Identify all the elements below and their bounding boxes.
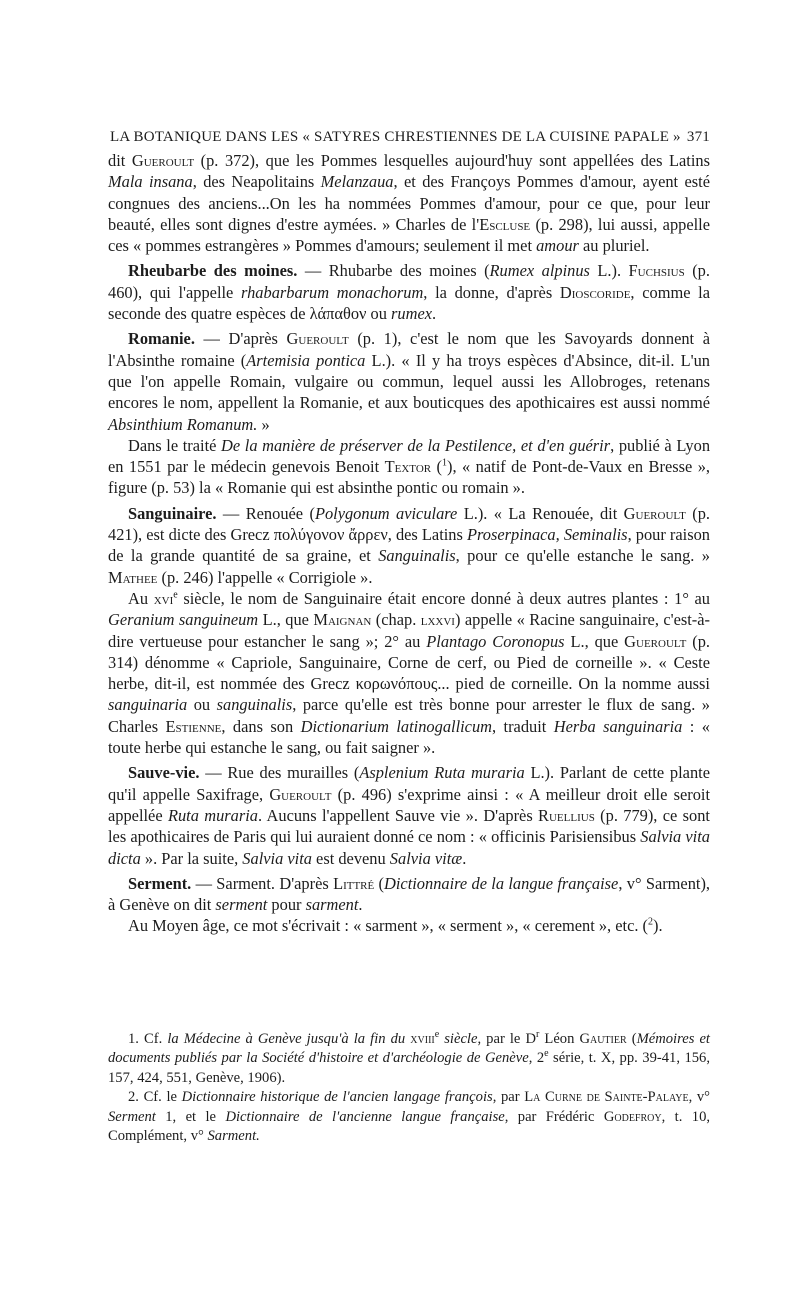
headword: Rheubarbe des moines. (128, 261, 298, 281)
entry-sanguinaire: Sanguinaire. — Renouée (Polygonum aviculare L.). « La Renouée, dit Gueroult (p. 421), est dicte des Grecz πολύγονον ἄρρεν, des Latins Proserpinaca, Seminalis, pour raison de la grande quantité de sa graine, et Sanguinalis, pour ce qu'elle estanche le sang. » Mathee (p. 246) l'appelle « Corrigiole ». (108, 503, 710, 587)
running-title: LA BOTANIQUE DANS LES « SATYRES CHRESTIENNES DE LA CUISINE PAPALE » (110, 129, 681, 145)
paragraph-traite-pestilence: Dans le traité De la manière de préserver de la Pestilence, et d'en guérir, publié à Lyon en 1551 par le médecin genevois Benoit Textor ($^1$), « natif de Pont-de-Vaux en Bresse », figure (p. 53) la « Romanie qui est absinthe pontic ou romain ». (108, 435, 711, 498)
entry-romanie: Romanie. — D'après Gueroult (p. 1), c'est le nom que les Savoyards donnent à l'Absinthe romaine (Artemisia pontica L.). « Il y ha troys espèces d'Absince, dit-il. L'un que l'on appelle Romain, vulgaire ou commun, lequel aussi les Allobroges, retenans encores le nom, appellent la Romanie, et aux bouticques des apothicaires est aussi nommé Absinthium Romanum. » (108, 329, 710, 434)
footnotes (108, 1030, 710, 1146)
paragraph-pommes-amour: dit Gueroult (p. 372), que les Pommes lesquelles aujourd'huy sont appellées des Latins Mala insana, des Neapolitains Melanzaua, et des Françoys Pommes d'amour, ayent esté congnues des anciens...On les ha nommées Pommes d'amour, pour ce que, pour leur beauté, elles sont dignes d'estre aymées. » Charles de l'Escluse (p. 298), lui aussi, appelle ces « pommes estrangères » Pommes d'amours; seulement il met amour au pluriel. (108, 151, 710, 256)
headword: Sauve-vie. (128, 763, 200, 783)
footnote-ref-1: 1 (442, 457, 448, 469)
headword: Sanguinaire. (128, 503, 217, 523)
footnote-1: 1. Cf. la Médecine à Genève jusqu'à la fin du xviii$^e$ siècle, par le $D^r$ Léon Gautier (Mémoires et documents publiés par la Société d'histoire et d'archéologie de Genève, 2e série, t. X, pp. 39-41, 156, 157, 424, 551, Genève, 1906). (108, 1029, 710, 1086)
paragraph-moyen-age: Au Moyen âge, ce mot s'écrivait : « sarment », « serment », « cerement », etc. ($^2$). (128, 916, 663, 936)
entry-sauve-vie: Sauve-vie. — Rue des murailles (Asplenium Ruta muraria L.). Parlant de cette plante qu'il appelle Saxifrage, Gueroult (p. 496) s'exprime ainsi : « A meilleur droit elle seroit appellée Ruta muraria. Aucuns l'appellent Sauve vie ». D'après Ruellius (p. 779), ce sont les apothicaires de Paris qui lui auraient donné ce nom : « officinis Parisiensibus Salvia vita dicta ». Par la suite, Salvia vita est devenu Salvia vitæ. (108, 763, 710, 868)
footnote-2: 2. Cf. le Dictionnaire historique de l'ancien langage françois, par La Curne de Sainte-Palaye, v° Serment 1, et le Dictionnaire de l'ancienne langue française, par Frédéric Godefroy, t. 10, Complément, v° Sarment. (108, 1089, 711, 1145)
headword: Romanie. (128, 329, 195, 349)
page-number: 371 (686, 129, 710, 145)
entry-rheubarbe: Rheubarbe des moines. — Rhubarbe des moines (Rumex alpinus L.). Fuchsius (p. 460), qui l'appelle rhabarbarum monachorum, la donne, d'après Dioscoride, comme la seconde des quatre espèces de λάπαθον ou rumex. (108, 261, 710, 324)
entry-serment: Serment. — Sarment. D'après Littré (Dictionnaire de la langue française, v° Sarment), à Genève on dit serment pour sarment. (108, 873, 711, 915)
headword: Serment. (128, 873, 192, 893)
paragraph-xvie-siecle: Au xvi$^e$ siècle, le nom de Sanguinaire était encore donné à deux autres plantes : 1° au Geranium sanguineum L., que Maignan (chap. lxxvi) appelle « Racine sanguinaire, c'est-à-dire vertueuse pour estancher le sang »; 2° au Plantago Coronopus L., que Gueroult (p. 314) dénomme « Capriole, Sanguinaire, Corne de cerf, ou Pied de corneille ». « Ceste herbe, dit-il, est nommée des Grecz κορωνόπους... pied de corneille. On la nomme aussi sanguinaria ou sanguinalis, parce qu'elle est très bonne pour arrester le flux de sang. » Charles Estienne, dans son Dictionarium latinogallicum, traduit Herba sanguinaria : « toute herbe qui estanche le sang, ou fait saigner ». (108, 588, 710, 758)
running-header (110, 129, 710, 146)
footnote-ref-2: 2 (648, 916, 653, 928)
main-text (108, 150, 710, 937)
